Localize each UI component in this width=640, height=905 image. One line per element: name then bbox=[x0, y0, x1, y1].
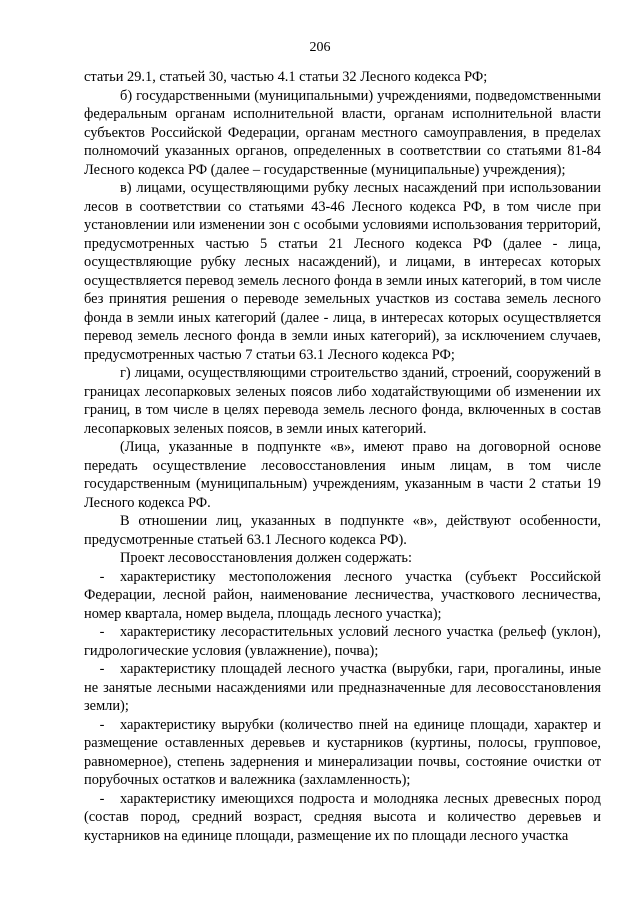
list-item bbox=[84, 660, 601, 716]
paragraph-project-intro: Проект лесовосстановления должен содержать: bbox=[120, 550, 412, 566]
list-item-text: характеристику лесорастительных условий лесного участка (рельеф (уклон), гидрологические условия (увлажнение), почва); bbox=[84, 624, 601, 659]
list-item-text: характеристику местоположения лесного участка (субъект Российской Федерации, лесной район, наименование лесничества, участкового лесничества, номер квартала, номер выдела, площадь лесного участка); bbox=[84, 568, 601, 622]
dash-marker: - bbox=[99, 790, 105, 807]
paragraph-note-persons: (Лица, указанные в подпункте «в», имеют право на договорной основе передать осуществление лесовосстановления иным лицам, в том числе государственным (муниципальным) учреждениям, указанным в части 2 статьи 19 Лесного кодекса РФ. bbox=[84, 439, 601, 511]
dash-marker: - bbox=[99, 661, 105, 677]
paragraph-note-features: В отношении лиц, указанных в подпункте «в», действуют особенности, предусмотренные статьей 63.1 Лесного кодекса РФ). bbox=[84, 513, 601, 548]
paragraph-subpoint-b: б) государственными (муниципальными) учреждениями, подведомственными федеральным органам исполнительной власти, органам исполнительной власти субъектов Российской Федерации, органам местного самоуправления, в пределах полномочий указанных органов, определенных в соответствии со статьями 81-84 Лесного кодекса РФ (далее – государственные (муниципальные) учреждения); bbox=[84, 87, 601, 178]
list-item bbox=[84, 568, 601, 624]
list-item bbox=[84, 716, 601, 790]
list-item-text: характеристику вырубки (количество пней на единице площади, характер и размещение оставленных деревьев и кустарников (куртины, полосы, групповое, равномерное), степень задернения и минерализации почвы, состояние очистки от порубочных остатков и валежника (захламленность); bbox=[84, 716, 601, 788]
dash-marker: - bbox=[99, 716, 105, 733]
list-item bbox=[84, 790, 601, 846]
paragraph-subpoint-g: г) лицами, осуществляющими строительство зданий, строений, сооружений в границах лесопарковых зеленых поясов либо ходатайствующими об изменении их границ, в том числе в целях перевода земель лесного фонда, включенных в состав лесопарковых зеленых поясов, в земли иных категорий. bbox=[84, 365, 601, 437]
paragraph-subpoint-v: в) лицами, осуществляющими рубку лесных насаждений при использовании лесов в соответствии со статьями 43-46 Лесного кодекса РФ, в том числе при установлении или изменении зон с особыми условиями использования территорий, предусмотренных частью 5 статьи 21 Лесного кодекса РФ (далее - лица, осуществляющие рубку лесных насаждений), и лицами, в интересах которых осуществляется перевод земель лесного фонда в земли иных категорий, в том числе без принятия решения о переводе земельных участков из состава земель лесного фонда в земли иных категорий (далее - лица, в интересах которых осуществляется перевод земель лесного фонда в земли иных категорий), за исключением случаев, предусмотренных частью 7 статьи 63.1 Лесного кодекса РФ; bbox=[84, 180, 601, 363]
list-item-text: характеристику площадей лесного участка (вырубки, гари, прогалины, иные не занятые лесными насаждениями или предназначенные для лесовосстановления земли); bbox=[84, 661, 601, 714]
page-number: 206 bbox=[309, 40, 331, 55]
list-item bbox=[84, 623, 601, 660]
paragraph-continuation: статьи 29.1, статьей 30, частью 4.1 статьи 32 Лесного кодекса РФ; bbox=[84, 69, 488, 85]
document-body bbox=[84, 68, 601, 845]
list-item-text: характеристику имеющихся подроста и молодняка лесных древесных пород (состав пород, средний возраст, средняя высота и количество деревьев и кустарников на единице площади, размещение их по площади лесного участка bbox=[84, 790, 601, 844]
dash-marker: - bbox=[99, 624, 105, 640]
dash-marker: - bbox=[99, 568, 105, 585]
